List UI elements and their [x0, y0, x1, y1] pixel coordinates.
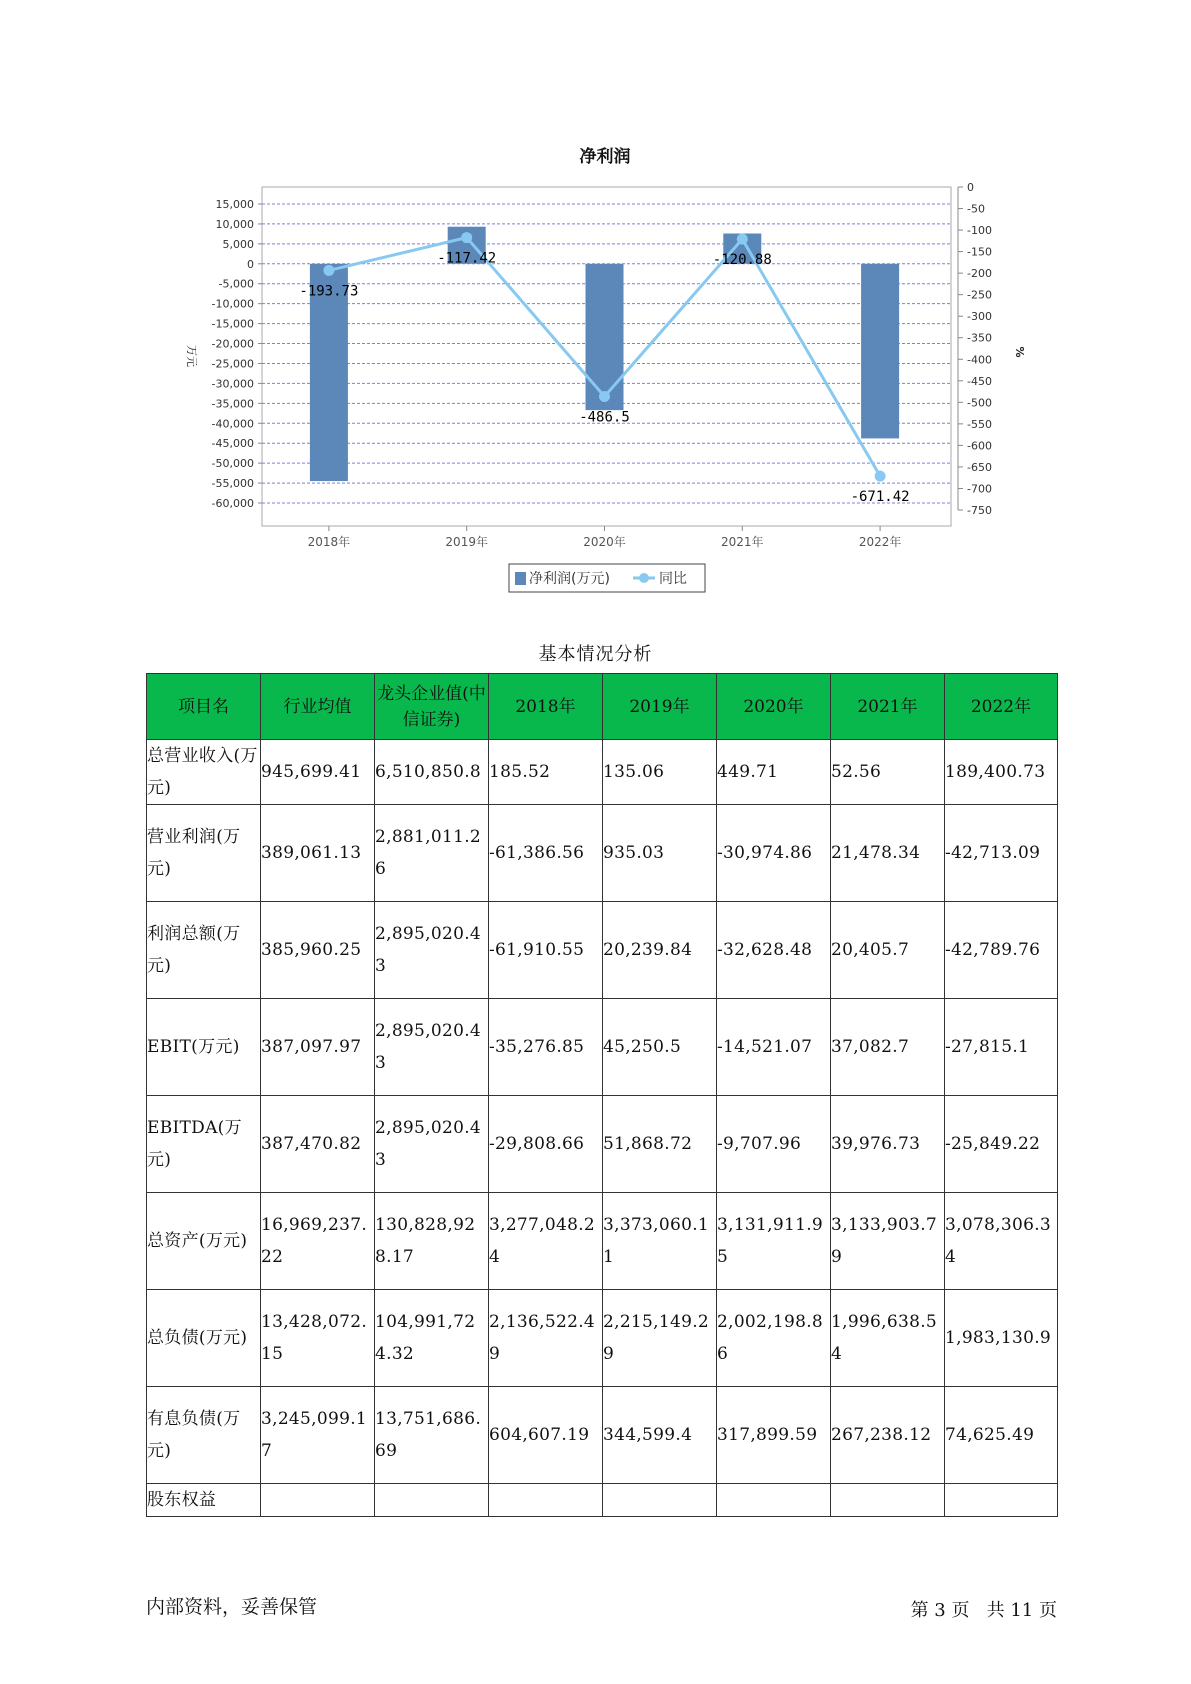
value-cell	[945, 1484, 1058, 1517]
value-cell: 6,510,850.8	[375, 740, 489, 805]
value-cell: -9,707.96	[717, 1096, 831, 1193]
value-cell: 2,002,198.86	[717, 1290, 831, 1387]
value-cell: 130,828,928.17	[375, 1193, 489, 1290]
basic-analysis-table	[146, 673, 1058, 1517]
value-cell: 317,899.59	[717, 1387, 831, 1484]
value-cell: 945,699.41	[261, 740, 375, 805]
y2-tick-label: -450	[967, 374, 992, 388]
table-row	[147, 740, 1058, 805]
header-cell: 行业均值	[261, 674, 375, 740]
y-axis-right-title: %	[1013, 346, 1026, 358]
value-cell: 16,969,237.22	[261, 1193, 375, 1290]
value-cell: 3,078,306.34	[945, 1193, 1058, 1290]
value-cell: 20,239.84	[603, 902, 717, 999]
y2-tick-label: -250	[967, 288, 992, 302]
y2-tick-label: -100	[967, 224, 992, 238]
legend-line-label: 同比	[659, 571, 687, 587]
header-cell: 2021年	[831, 674, 945, 740]
data-label: -486.5	[579, 409, 630, 426]
y-tick-label: -20,000	[211, 337, 254, 351]
chart-title: 净利润	[579, 147, 631, 167]
y2-tick-label: -300	[967, 310, 992, 324]
line-point	[599, 391, 610, 402]
table-caption: 基本情况分析	[538, 644, 653, 665]
value-cell: 52.56	[831, 740, 945, 805]
bar	[861, 264, 899, 439]
header-cell: 2019年	[603, 674, 717, 740]
value-cell: 2,215,149.29	[603, 1290, 717, 1387]
header-cell: 项目名	[147, 674, 261, 740]
value-cell	[261, 1484, 375, 1517]
value-cell: 13,751,686.69	[375, 1387, 489, 1484]
data-label: -193.73	[299, 283, 359, 300]
value-cell: 13,428,072.15	[261, 1290, 375, 1387]
value-cell: 21,478.34	[831, 805, 945, 902]
row-name-cell: 总负债(万元)	[147, 1290, 261, 1387]
value-cell	[717, 1484, 831, 1517]
value-cell: -42,789.76	[945, 902, 1058, 999]
x-axis-categories	[262, 526, 951, 549]
y-tick-label: -35,000	[211, 397, 254, 411]
y2-tick-label: -650	[967, 460, 992, 474]
legend-bar-swatch	[515, 572, 526, 585]
y-axis-right	[958, 181, 992, 517]
table-header-row	[147, 674, 1058, 740]
value-cell: 2,895,020.43	[375, 902, 489, 999]
y-tick-label: 5,000	[222, 237, 254, 251]
value-cell: 2,895,020.43	[375, 999, 489, 1096]
header-cell: 2018年	[489, 674, 603, 740]
value-cell: -30,974.86	[717, 805, 831, 902]
value-cell: 51,868.72	[603, 1096, 717, 1193]
value-cell: -35,276.85	[489, 999, 603, 1096]
row-name-cell: 股东权益	[147, 1484, 261, 1517]
row-name-cell: 总营业收入(万元)	[147, 740, 261, 805]
header-cell: 龙头企业值(中信证券)	[375, 674, 489, 740]
y-tick-label: 15,000	[215, 198, 254, 211]
row-name-cell: EBITDA(万元)	[147, 1096, 261, 1193]
header-cell: 2020年	[717, 674, 831, 740]
y2-tick-label: -400	[967, 353, 992, 367]
y-tick-label: -50,000	[211, 457, 254, 471]
value-cell: 344,599.4	[603, 1387, 717, 1484]
value-cell	[489, 1484, 603, 1517]
value-cell: 267,238.12	[831, 1387, 945, 1484]
value-cell	[831, 1484, 945, 1517]
value-cell: 1,996,638.54	[831, 1290, 945, 1387]
value-cell: 185.52	[489, 740, 603, 805]
value-cell: 387,097.97	[261, 999, 375, 1096]
row-name-cell: 利润总额(万元)	[147, 902, 261, 999]
table-row	[147, 805, 1058, 902]
y-axis-left-title: 万元	[185, 345, 198, 367]
value-cell: 3,277,048.24	[489, 1193, 603, 1290]
header-cell: 2022年	[945, 674, 1058, 740]
value-cell: -61,386.56	[489, 805, 603, 902]
table-row	[147, 999, 1058, 1096]
value-cell	[375, 1484, 489, 1517]
value-cell: -32,628.48	[717, 902, 831, 999]
value-cell: 135.06	[603, 740, 717, 805]
value-cell: -42,713.09	[945, 805, 1058, 902]
value-cell: 387,470.82	[261, 1096, 375, 1193]
row-name-cell: 有息负债(万元)	[147, 1387, 261, 1484]
value-cell: -29,808.66	[489, 1096, 603, 1193]
value-cell: 385,960.25	[261, 902, 375, 999]
y2-tick-label: -200	[967, 267, 992, 281]
row-name-cell: EBIT(万元)	[147, 999, 261, 1096]
y2-tick-label: -600	[967, 439, 992, 453]
table-row	[147, 1290, 1058, 1387]
value-cell: -61,910.55	[489, 902, 603, 999]
y-axis-left	[212, 198, 262, 510]
y-tick-label: -15,000	[211, 317, 254, 331]
value-cell: 2,895,020.43	[375, 1096, 489, 1193]
data-label: -120.88	[712, 252, 772, 269]
value-cell: -25,849.22	[945, 1096, 1058, 1193]
bar	[586, 264, 624, 410]
table-row	[147, 1484, 1058, 1517]
table-row	[147, 902, 1058, 999]
y-tick-label: -10,000	[211, 297, 254, 311]
row-name-cell: 总资产(万元)	[147, 1193, 261, 1290]
y-tick-label: -25,000	[211, 357, 254, 371]
y-tick-label: -30,000	[211, 377, 254, 391]
table-row	[147, 1193, 1058, 1290]
value-cell: 189,400.73	[945, 740, 1058, 805]
line-point	[323, 265, 334, 276]
y-tick-label: -45,000	[211, 437, 254, 451]
y-tick-label: -60,000	[211, 497, 254, 510]
footer-page-number: 第 3 页 共 11 页	[910, 1600, 1057, 1621]
net-profit-chart	[0, 0, 1191, 600]
value-cell: 1,983,130.9	[945, 1290, 1058, 1387]
data-label: -671.42	[850, 489, 910, 506]
value-cell: 104,991,724.32	[375, 1290, 489, 1387]
footer-confidential-note: 内部资料，妥善保管	[146, 1596, 318, 1618]
data-label: -117.42	[437, 250, 497, 267]
chart-legend	[509, 564, 705, 592]
value-cell: 39,976.73	[831, 1096, 945, 1193]
value-cell: 74,625.49	[945, 1387, 1058, 1484]
value-cell: 3,131,911.95	[717, 1193, 831, 1290]
legend-bar-label: 净利润(万元)	[529, 571, 610, 587]
x-tick-label: 2020年	[583, 535, 626, 549]
value-cell: 2,136,522.49	[489, 1290, 603, 1387]
x-tick-label: 2021年	[721, 535, 764, 549]
value-cell: 45,250.5	[603, 999, 717, 1096]
table-row	[147, 1387, 1058, 1484]
value-cell: 449.71	[717, 740, 831, 805]
value-cell: -27,815.1	[945, 999, 1058, 1096]
y2-tick-label: -350	[967, 331, 992, 345]
value-cell: 2,881,011.26	[375, 805, 489, 902]
value-cell: 3,373,060.11	[603, 1193, 717, 1290]
y2-tick-label: -750	[967, 504, 992, 517]
table-row	[147, 1096, 1058, 1193]
y-tick-label: -55,000	[211, 477, 254, 491]
x-tick-label: 2018年	[307, 535, 351, 549]
y-tick-label: -5,000	[218, 277, 254, 291]
x-tick-label: 2022年	[858, 535, 902, 549]
value-cell: 3,133,903.79	[831, 1193, 945, 1290]
y2-tick-label: -550	[967, 417, 992, 431]
y-tick-label: 10,000	[215, 217, 254, 231]
value-cell: 20,405.7	[831, 902, 945, 999]
y-tick-label: 0	[247, 257, 254, 271]
y2-tick-label: -700	[967, 482, 992, 496]
line-point	[875, 471, 886, 482]
row-name-cell: 营业利润(万元)	[147, 805, 261, 902]
y2-tick-label: 0	[967, 181, 974, 194]
line-point	[461, 232, 472, 243]
value-cell: 37,082.7	[831, 999, 945, 1096]
value-cell: 604,607.19	[489, 1387, 603, 1484]
y2-tick-label: -50	[967, 202, 985, 216]
legend-line-marker	[639, 573, 649, 583]
value-cell: -14,521.07	[717, 999, 831, 1096]
value-cell: 389,061.13	[261, 805, 375, 902]
value-cell: 3,245,099.17	[261, 1387, 375, 1484]
x-tick-label: 2019年	[445, 535, 488, 549]
y2-tick-label: -500	[967, 396, 992, 410]
line-point	[737, 234, 748, 245]
y-tick-label: -40,000	[211, 417, 254, 431]
value-cell	[603, 1484, 717, 1517]
y2-tick-label: -150	[967, 245, 992, 259]
value-cell: 935.03	[603, 805, 717, 902]
